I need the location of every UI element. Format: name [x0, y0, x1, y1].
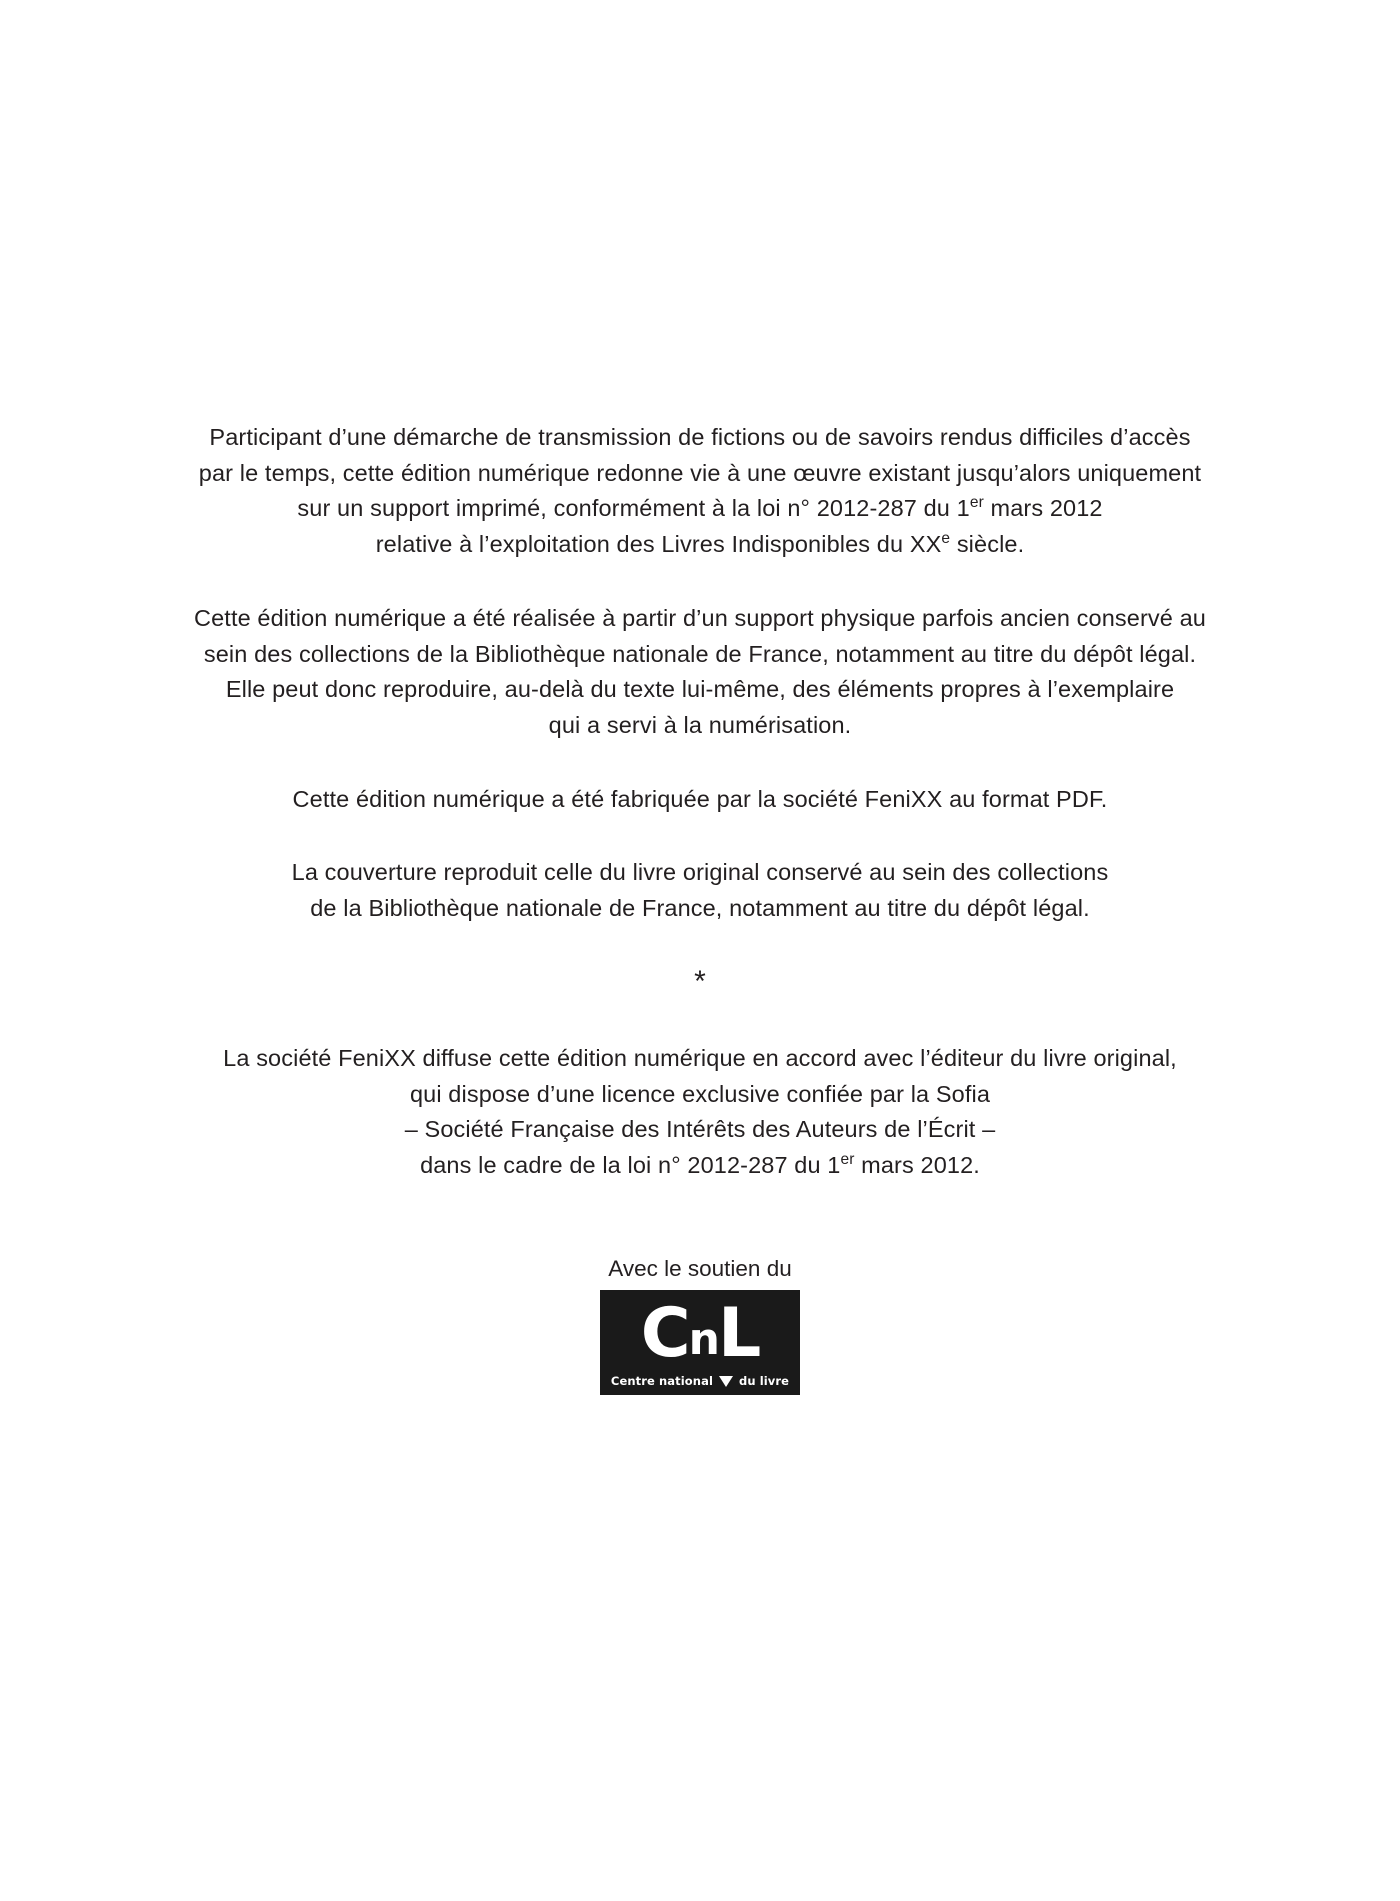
- cnl-tagline-right: du livre: [739, 1373, 790, 1388]
- support-block: [100, 1256, 1300, 1395]
- paragraph-diffusion-line-2: qui dispose d’une licence exclusive confiée par la Sofia: [409, 1080, 991, 1107]
- ordinal-marker-er: er: [969, 494, 984, 512]
- paragraph-support-physique-line-2: sein des collections de la Bibliothèque nationale de France, notamment au titre du dépôt légal.: [203, 640, 1197, 667]
- support-label: Avec le soutien du: [608, 1255, 792, 1281]
- ordinal-marker-er-2: er: [840, 1151, 855, 1169]
- paragraph-transmission-line-1: Participant d’une démarche de transmission de fictions ou de savoirs rendus difficiles d’accès: [209, 424, 1191, 450]
- cnl-logo: [600, 1290, 800, 1395]
- paragraph-diffusion: [100, 1041, 1300, 1184]
- legal-notice-block: [100, 420, 1300, 1395]
- paragraph-transmission-line-4: relative à l’exploitation des Livres Indisponibles du XXe siècle.: [375, 530, 1025, 558]
- paragraph-diffusion-line-1: La société FeniXX diffuse cette édition numérique en accord avec l’éditeur du livre original,: [223, 1044, 1177, 1071]
- ordinal-marker-e: e: [941, 530, 951, 548]
- cnl-logo-acronym: [600, 1290, 800, 1372]
- paragraph-support-physique-line-3: Elle peut donc reproduire, au-delà du texte lui-même, des éléments propres à l’exemplaire: [225, 676, 1175, 703]
- paragraph-couverture-line-1: La couverture reproduit celle du livre original conservé au sein des collections: [291, 859, 1109, 886]
- paragraph-couverture-line-2: de la Bibliothèque nationale de France, notamment au titre du dépôt légal.: [310, 895, 1090, 922]
- cnl-letter-n: n: [688, 1314, 718, 1366]
- cnl-letter-c: C: [640, 1294, 689, 1374]
- triangle-icon: [719, 1376, 733, 1387]
- cnl-tagline-left: Centre national: [610, 1373, 713, 1388]
- paragraph-couverture: [100, 855, 1300, 926]
- paragraph-transmission: [100, 420, 1300, 563]
- paragraph-support-physique-line-1: Cette édition numérique a été réalisée à partir d’un support physique parfois ancien conservé au: [194, 604, 1206, 631]
- section-separator-asterisk: *: [694, 964, 706, 998]
- paragraph-diffusion-line-4: dans le cadre de la loi n° 2012-287 du 1er mars 2012.: [420, 1151, 980, 1179]
- paragraph-fabrication: [100, 782, 1300, 818]
- cnl-letter-l: L: [717, 1294, 760, 1374]
- cnl-logo-tagline: [600, 1372, 800, 1395]
- paragraph-transmission-line-3: sur un support imprimé, conformément à la loi n° 2012-287 du 1er mars 2012: [297, 494, 1103, 522]
- paragraph-support-physique: [100, 601, 1300, 744]
- cnl-logo-letters: [640, 1294, 760, 1374]
- paragraph-fabrication-line-1: Cette édition numérique a été fabriquée par la société FeniXX au format PDF.: [292, 785, 1108, 812]
- paragraph-transmission-line-2: par le temps, cette édition numérique redonne vie à une œuvre existant jusqu’alors uniquement: [198, 459, 1202, 486]
- paragraph-support-physique-line-4: qui a servi à la numérisation.: [548, 712, 852, 739]
- paragraph-diffusion-line-3: – Société Française des Intérêts des Auteurs de l’Écrit –: [404, 1116, 996, 1143]
